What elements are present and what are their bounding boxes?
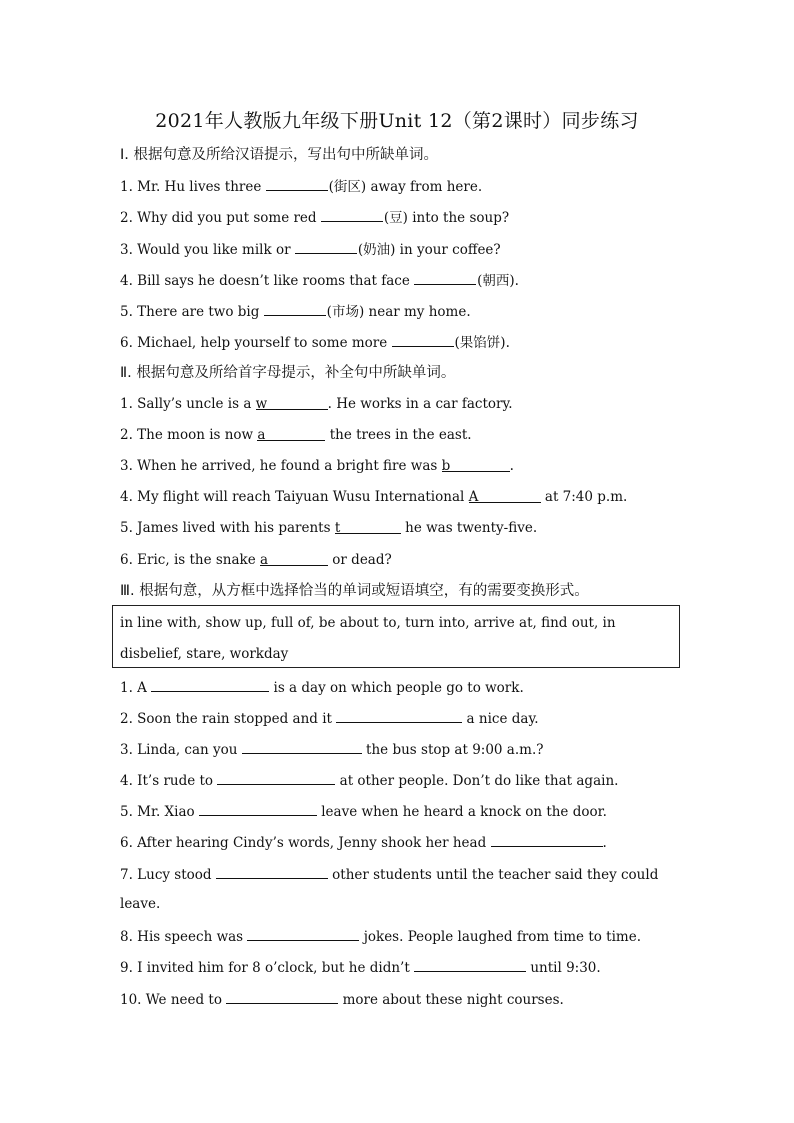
answer-blank[interactable]: [217, 770, 335, 785]
answer-blank[interactable]: a: [257, 426, 325, 441]
s3-item-4: 4. It’s rude to at other people. Don’t do like that again.: [120, 770, 618, 790]
s1-item-2: 2. Why did you put some red (豆) into the soup?: [120, 207, 509, 227]
s2-item-3: 3. When he arrived, he found a bright fire was b .: [120, 458, 514, 474]
answer-blank[interactable]: w: [256, 395, 328, 410]
answer-blank[interactable]: [226, 989, 338, 1004]
answer-blank[interactable]: [414, 957, 526, 972]
s1-item-3: 3. Would you like milk or (奶油) in your coffee?: [120, 239, 501, 259]
s3-item-7-continued: leave.: [120, 896, 161, 912]
s3-item-7: 7. Lucy stood other students until the teacher said they could: [120, 864, 658, 884]
s1-item-5: 5. There are two big (市场) near my home.: [120, 301, 471, 321]
s2-item-2: 2. The moon is now a the trees in the east.: [120, 427, 472, 443]
s3-item-1: 1. A is a day on which people go to work.: [120, 677, 524, 697]
answer-blank[interactable]: b: [442, 457, 510, 472]
s2-item-6: 6. Eric, is the snake a or dead?: [120, 552, 392, 568]
s2-item-1: 1. Sally’s uncle is a w . He works in a car factory.: [120, 396, 513, 412]
s1-item-6: 6. Michael, help yourself to some more (果馅饼).: [120, 332, 510, 352]
s3-item-6: 6. After hearing Cindy’s words, Jenny shook her head .: [120, 832, 607, 852]
answer-blank[interactable]: [264, 301, 326, 316]
answer-blank[interactable]: A: [469, 488, 541, 503]
s3-item-5: 5. Mr. Xiao leave when he heard a knock on the door.: [120, 801, 607, 821]
word-bank-line-2: disbelief, stare, workday: [120, 646, 289, 662]
s3-item-3: 3. Linda, can you the bus stop at 9:00 a.m.?: [120, 739, 543, 759]
answer-blank[interactable]: [199, 801, 317, 816]
answer-blank[interactable]: [295, 239, 357, 254]
answer-blank[interactable]: t: [335, 519, 401, 534]
answer-blank[interactable]: a: [260, 551, 328, 566]
s3-item-9: 9. I invited him for 8 o’clock, but he didn’t until 9:30.: [120, 957, 601, 977]
answer-blank[interactable]: [336, 708, 462, 723]
s2-item-5: 5. James lived with his parents t he was twenty-five.: [120, 520, 538, 536]
answer-blank[interactable]: [414, 270, 476, 285]
s3-item-10: 10. We need to more about these night courses.: [120, 989, 564, 1009]
answer-blank[interactable]: [321, 207, 383, 222]
answer-blank[interactable]: [242, 739, 362, 754]
s1-item-1: 1. Mr. Hu lives three (街区) away from here.: [120, 176, 482, 196]
section1-heading: Ⅰ. 根据句意及所给汉语提示，写出句中所缺单词。: [120, 147, 438, 163]
page-title: 2021年人教版九年级下册Unit 12（第2课时）同步练习: [155, 110, 639, 132]
answer-blank[interactable]: [491, 832, 603, 847]
answer-blank[interactable]: [266, 176, 328, 191]
section3-heading: Ⅲ. 根据句意，从方框中选择恰当的单词或短语填空，有的需要变换形式。: [120, 583, 589, 599]
answer-blank[interactable]: [392, 332, 454, 347]
word-bank-line-1: in line with, show up, full of, be about to, turn into, arrive at, find out, in: [120, 615, 616, 631]
s3-item-8: 8. His speech was jokes. People laughed from time to time.: [120, 926, 641, 946]
answer-blank[interactable]: [216, 864, 328, 879]
word-bank-box: [112, 605, 680, 668]
s1-item-4: 4. Bill says he doesn’t like rooms that face (朝西).: [120, 270, 519, 290]
answer-blank[interactable]: [151, 677, 269, 692]
answer-blank[interactable]: [247, 926, 359, 941]
section2-heading: Ⅱ. 根据句意及所给首字母提示，补全句中所缺单词。: [120, 365, 456, 381]
s2-item-4: 4. My flight will reach Taiyuan Wusu International A at 7:40 p.m.: [120, 489, 628, 505]
s3-item-2: 2. Soon the rain stopped and it a nice day.: [120, 708, 539, 728]
